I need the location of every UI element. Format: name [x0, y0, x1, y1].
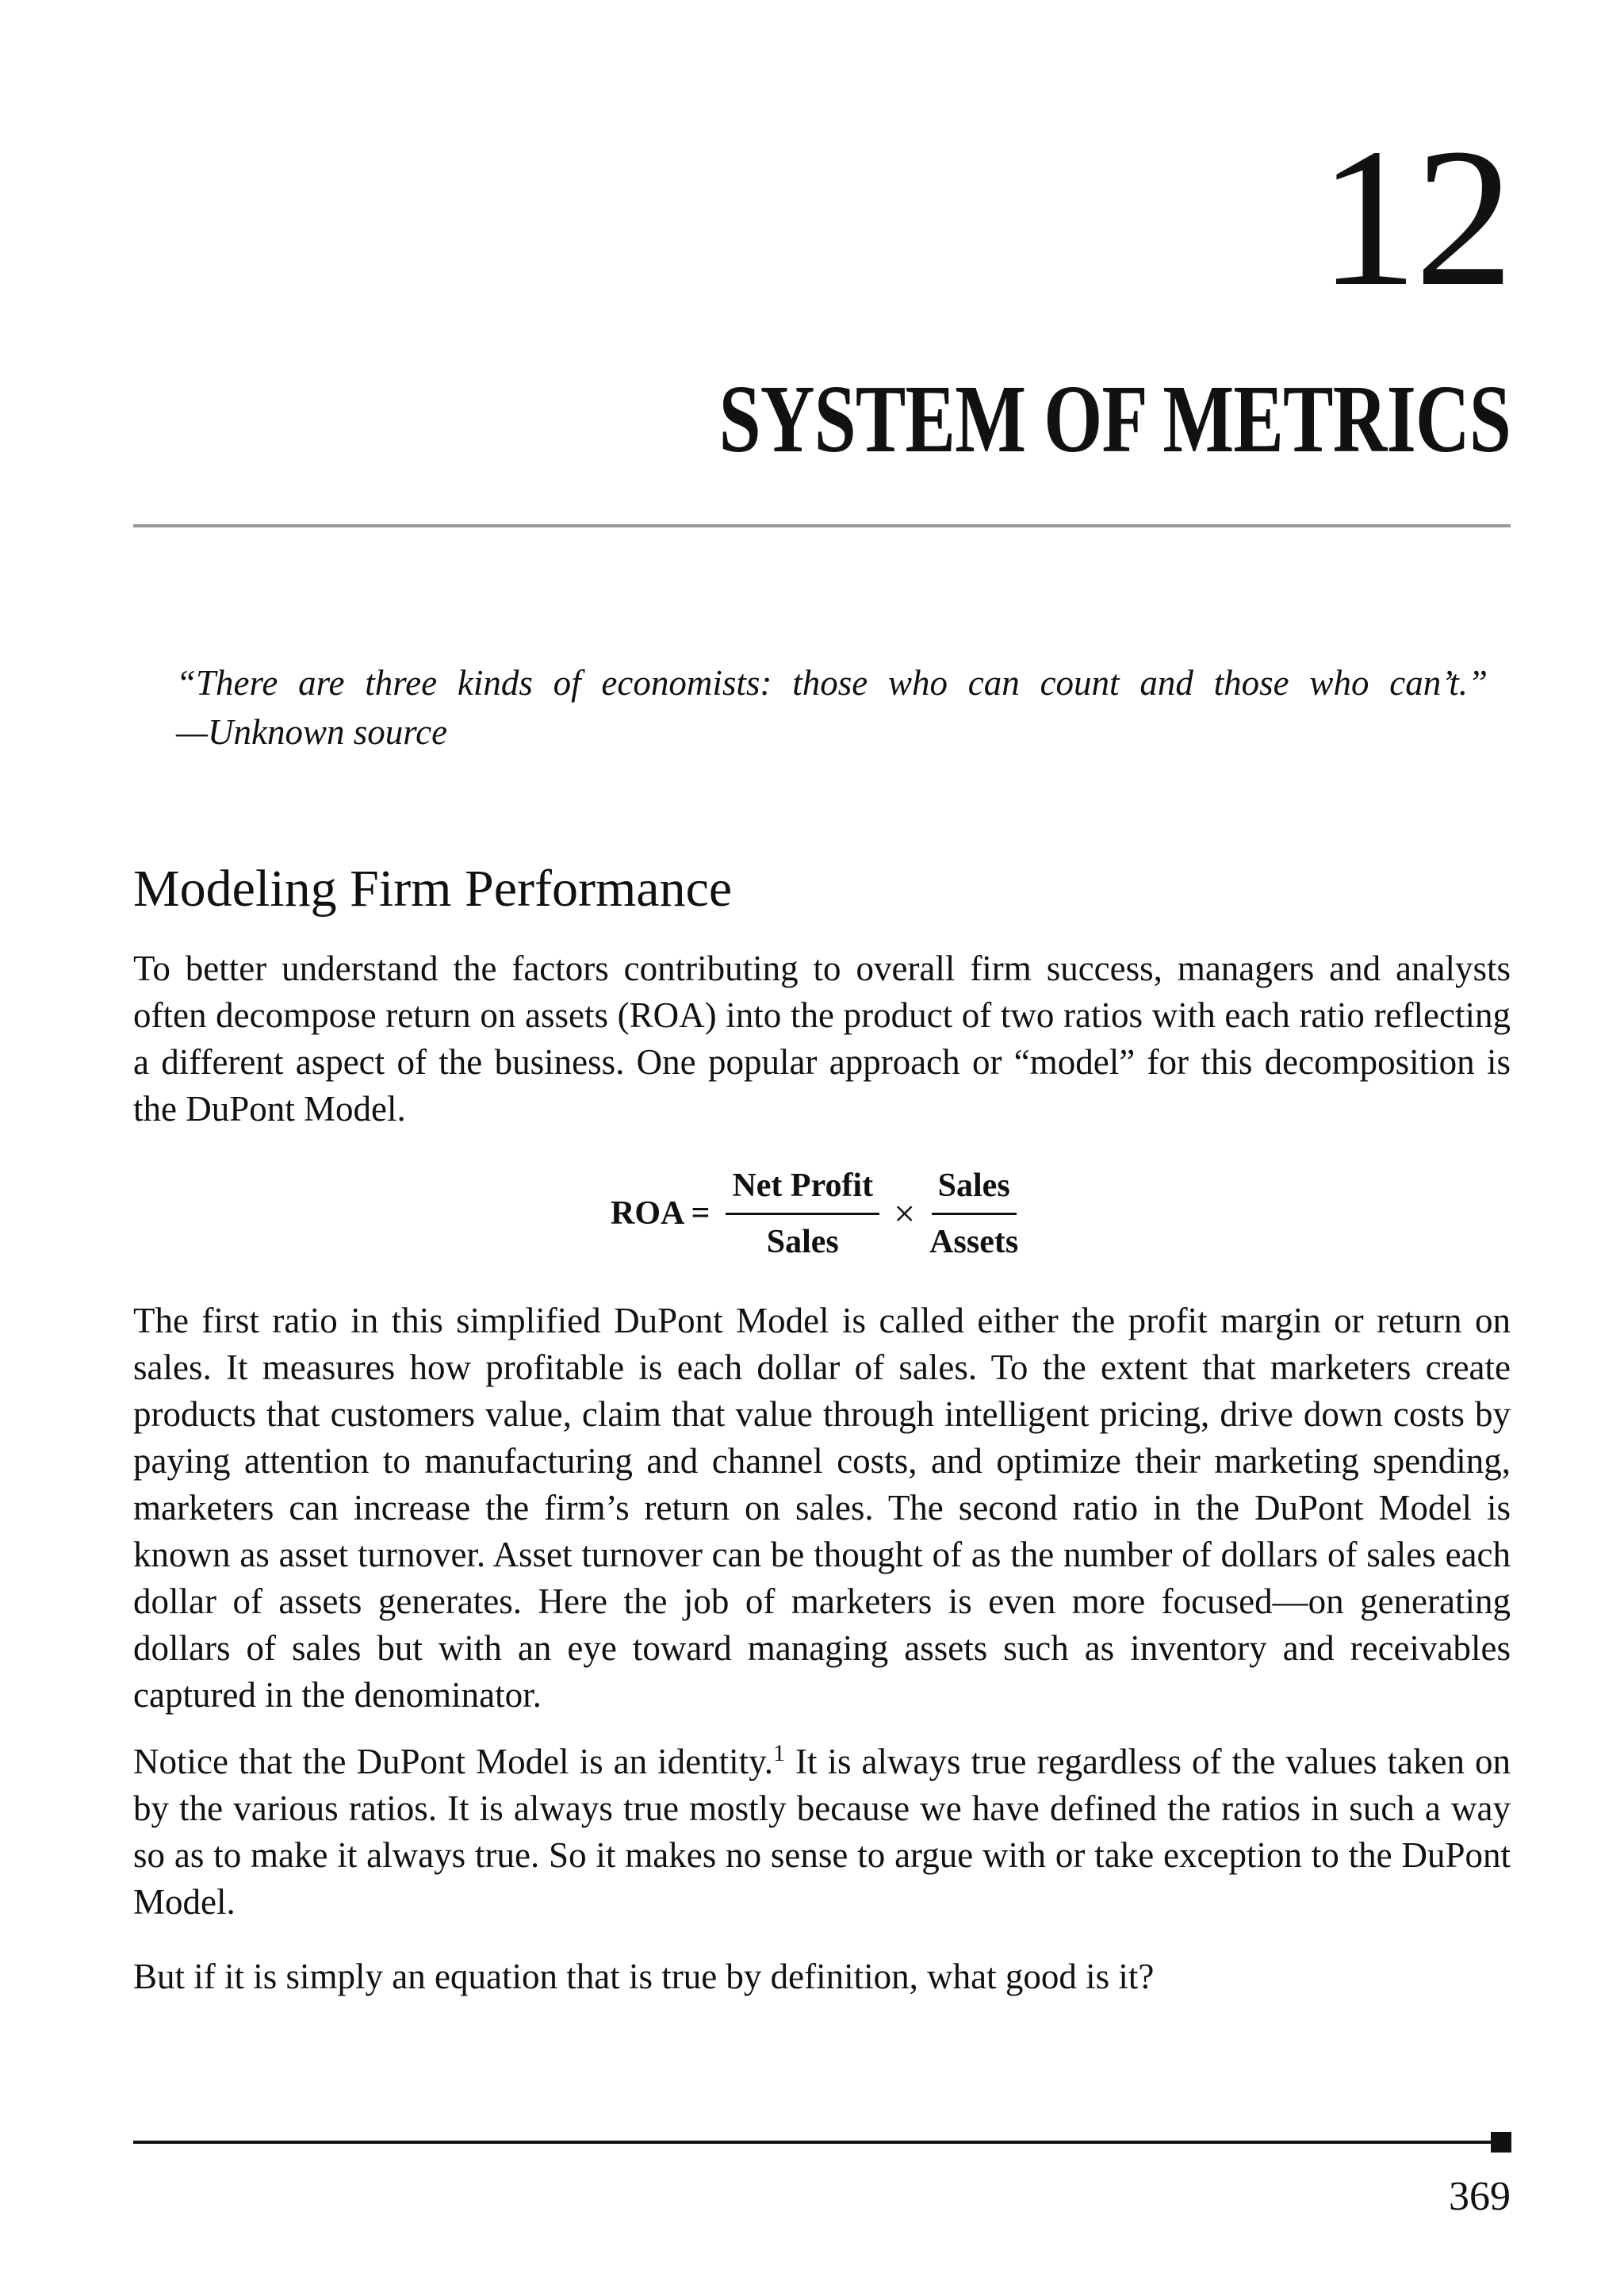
epigraph-attribution: —Unknown source — [176, 712, 448, 752]
epigraph — [176, 658, 1488, 757]
equation-lhs: ROA = — [611, 1195, 710, 1232]
footnote-marker[interactable]: 1 — [772, 1740, 785, 1766]
identity-text-end: It is always true regardless of the values taken on by the various ratios. It is always true mostly because we have defined the ratios in such a way so as to make it always true. So it makes no sense to argue with or take exception to the DuPont Model. — [133, 1742, 1511, 1922]
multiply-operator: × — [894, 1192, 916, 1235]
chapter-title: SYSTEM OF METRICS — [718, 366, 1511, 473]
title-divider — [133, 524, 1511, 527]
footer-square-mark — [1491, 2132, 1511, 2153]
fraction-numerator: Sales — [932, 1167, 1017, 1215]
fraction-denominator: Assets — [929, 1223, 1019, 1260]
page-number: 369 — [1449, 2174, 1511, 2219]
chapter-number: 12 — [1319, 108, 1511, 328]
fraction-denominator: Sales — [766, 1223, 839, 1260]
paragraph-ratios: The first ratio in this simplified DuPont Model is called either the profit margin or return on sales. It measures how profitable is each dollar of sales. To the extent that marketers create products that customers value, claim that value through intelligent pricing, drive down costs by paying attention to manufacturing and channel costs, and optimize their marketing spending, marketers can increase the firm’s return on sales. The second ratio in the DuPont Model is known as asset turnover. Asset turnover can be thought of as the number of dollars of sales each dollar of assets generates. Here the job of marketers is even more focused—on generating dollars of sales but with an eye toward managing assets such as inventory and receivables captured in the denominator. — [133, 1301, 1511, 1715]
epigraph-quote: “There are three kinds of economists: those who can count and those who can’t.” — [176, 663, 1488, 703]
profit-margin-fraction — [726, 1167, 879, 1261]
paragraph-intro: To better understand the factors contributing to overall firm success, managers and analysts often decompose return on assets (ROA) into the product of two ratios with each ratio reflecting a different aspect of the business. One popular approach or “model” for this decomposition is the DuPont Model. — [133, 949, 1511, 1129]
paragraph-question: But if it is simply an equation that is true by definition, what good is it? — [133, 1957, 1155, 1996]
fraction-numerator: Net Profit — [726, 1167, 879, 1215]
dupont-equation — [611, 1158, 1025, 1269]
section-heading: Modeling Firm Performance — [133, 860, 733, 918]
paragraph-identity — [133, 1739, 1511, 1926]
identity-text-start: Notice that the DuPont Model is an identity. — [133, 1742, 773, 1781]
asset-turnover-fraction — [929, 1167, 1018, 1261]
footer-rule — [133, 2141, 1491, 2144]
